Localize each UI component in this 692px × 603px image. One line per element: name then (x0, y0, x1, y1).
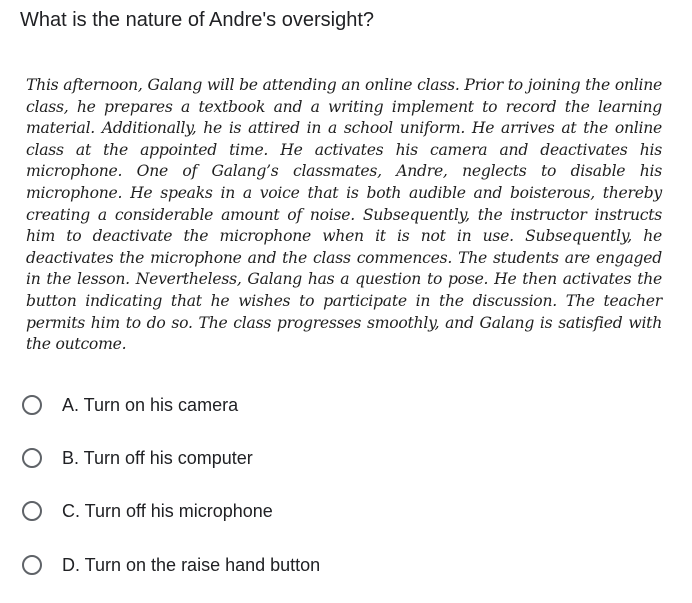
option-label: C. Turn off his microphone (62, 501, 273, 522)
option-label: A. Turn on his camera (62, 395, 239, 415)
radio-unchecked-icon[interactable] (22, 555, 42, 575)
option-c[interactable] (20, 496, 680, 526)
answer-options (20, 390, 680, 603)
radio-unchecked-icon[interactable] (22, 448, 42, 468)
radio-unchecked-icon[interactable] (22, 501, 42, 521)
question-passage: This afternoon, Galang will be attending an online class. Prior to joining the online class, he prepares a textbook and a writing implement to record the learning material. Additionally, he is attired in a school uniform. He arrives at the online class at the appointed time. He activates his camera and deactivates his microphone. One of Galang’s classmates, Andre, neglects to disable his microphone. He speaks in a voice that is both audible and boisterous, thereby creating a considerable amount of noise. Subsequently, the instructor instructs him to deactivate the microphone when it is not in use. Subsequently, he deactivates the microphone and the class commences. The students are engaged in the lesson. Nevertheless, Galang has a question to pose. He then activates the button indicating that he wishes to participate in the discussion. The teacher permits him to do so. The class progresses smoothly, and Galang is satisfied with the outcome. (26, 76, 662, 354)
option-d[interactable] (20, 550, 680, 580)
option-b[interactable] (20, 443, 680, 473)
option-label: D. Turn on the raise hand button (62, 554, 321, 575)
option-a[interactable] (20, 390, 680, 420)
question-title: What is the nature of Andre's oversight? (20, 9, 375, 31)
option-label: B. Turn off his computer (62, 448, 253, 469)
radio-unchecked-icon[interactable] (22, 395, 42, 415)
